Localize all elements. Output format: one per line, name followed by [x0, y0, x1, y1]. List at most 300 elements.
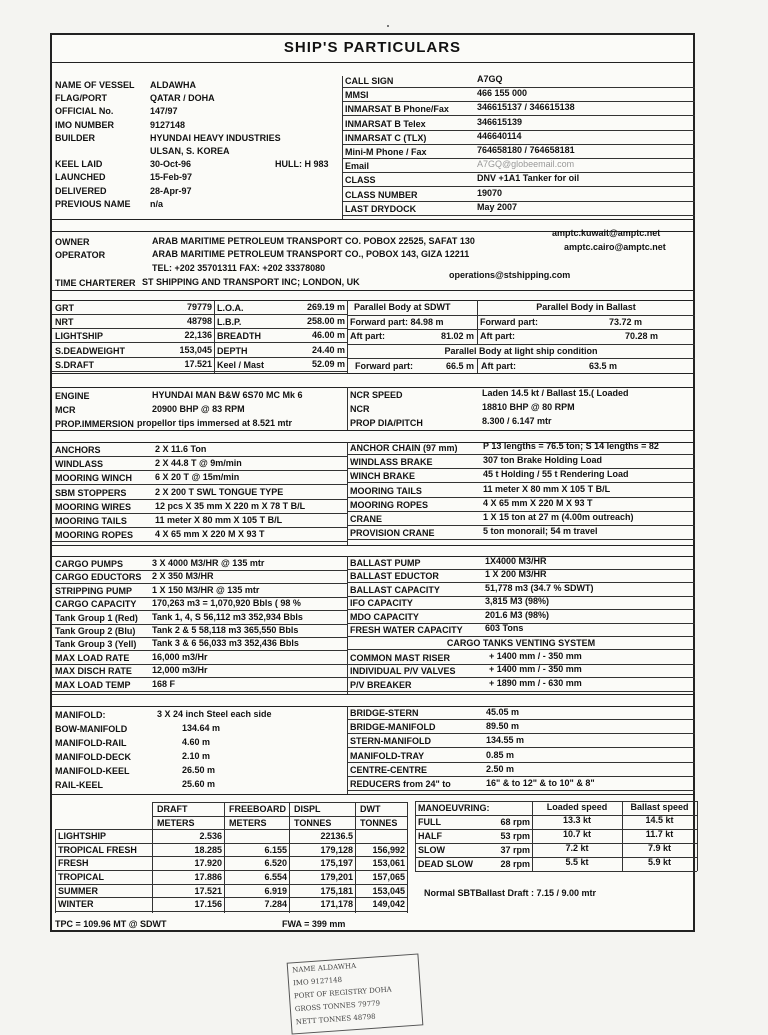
engine-value: HYUNDAI MAN B&W 6S70 MC Mk 6 — [152, 390, 303, 400]
cargo-label: Tank Group 1 (Red) — [55, 612, 138, 623]
pb-light-fwd-label: Forward part: — [355, 361, 414, 371]
divider — [52, 373, 693, 374]
tonnage-value: 48798 — [186, 316, 212, 327]
mooring-label: ANCHORS — [55, 445, 101, 455]
ballast-speed-header: Ballast speed — [630, 802, 689, 812]
dimension-label: L.O.A. — [217, 303, 244, 313]
charterer-label: TIME CHARTERER — [55, 278, 136, 288]
divider — [347, 300, 348, 373]
pb-ballast-title: Parallel Body in Ballast — [536, 302, 636, 312]
ncr-speed-value: Laden 14.5 kt / Ballast 15.( Loaded — [482, 388, 629, 398]
displacement-cell: 179,128 — [320, 844, 353, 855]
vessel-field-value: May 2007 — [477, 201, 518, 212]
divider — [342, 215, 695, 216]
divider — [52, 219, 693, 220]
vessel-field-label: OFFICIAL No. — [55, 106, 114, 117]
cargo-value: 3,815 M3 (98%) — [485, 596, 550, 607]
manoeuvre-label: SLOW — [418, 845, 445, 855]
draft-cell: 17.156 — [194, 899, 222, 910]
rpm-cell: 68 rpm — [500, 817, 530, 827]
vessel-field-label: PREVIOUS NAME — [55, 198, 131, 209]
prop-immersion-value: propellor tips immersed at 8.521 mtr — [137, 418, 293, 428]
cargo-value: 168 F — [152, 678, 176, 689]
divider — [347, 539, 695, 540]
draft-cell: 2.536 — [199, 831, 222, 842]
manifold-value: 2.10 m — [182, 751, 211, 761]
divider — [347, 691, 695, 692]
vessel-field-value: ULSAN, S. KOREA — [150, 146, 230, 156]
mooring-label: MOORING TAILS — [55, 516, 127, 526]
divider — [55, 911, 407, 912]
mooring-value: 1 X 15 ton at 27 m (4.00m outreach) — [483, 512, 634, 522]
vessel-field-value: 346615137 / 346615138 — [477, 102, 575, 113]
stamp-line: NETT TONNES 48798 — [295, 1012, 376, 1027]
prop-pitch-value: 8.300 / 6.147 mtr — [482, 416, 552, 426]
loaded-speed-cell: 13.3 kt — [562, 815, 592, 825]
cargo-label: CARGO EDUCTORS — [55, 572, 142, 583]
column-header: DRAFT — [157, 804, 188, 814]
cargo-value: 51,778 m3 (34.7 % SDWT) — [485, 582, 594, 593]
draft-cell: 17.886 — [194, 872, 222, 882]
vessel-field-value: A7GQ@globeemail.com — [477, 159, 575, 170]
cargo-value: 2 X 350 M3/HR — [152, 571, 214, 582]
pb-light-title: Parallel Body at light ship condition — [444, 346, 598, 356]
prop-immersion-label: PROP.IMMERSION — [55, 419, 134, 429]
vessel-field-label: IMO NUMBER — [55, 119, 114, 130]
divider — [347, 358, 695, 359]
dimension-value: 24.40 m — [311, 344, 345, 355]
divider — [347, 315, 695, 316]
pb-sdwt-title: Parallel Body at SDWT — [354, 302, 451, 312]
mooring-value: P 13 lengths = 76.5 ton; S 14 lengths = 82 — [483, 441, 659, 451]
vessel-field-value: 15-Feb-97 — [150, 172, 193, 183]
vessel-field-value: A7GQ — [477, 74, 503, 84]
column-header: METERS — [229, 817, 267, 828]
pb-ballast-fwd-label: Forward part: — [480, 317, 539, 327]
table-row-label: TROPICAL FRESH — [58, 844, 137, 855]
divider — [347, 719, 695, 720]
tonnage-label: GRT — [55, 303, 74, 313]
ballast-speed-cell: 14.5 kt — [645, 815, 674, 825]
divider — [347, 747, 695, 748]
divider — [52, 62, 693, 63]
vessel-field-label: Mini-M Phone / Fax — [345, 147, 427, 157]
manoeuvring-title: MANOEUVRING: — [418, 803, 490, 813]
mooring-value: 4 X 65 mm X 220 M X 93 T — [483, 497, 593, 508]
divider — [52, 470, 347, 471]
dimension-value: 269.19 m — [306, 302, 345, 312]
manifold-value: 3 X 24 inch Steel each side — [157, 709, 272, 719]
venting-label: INDIVIDUAL P/V VALVES — [350, 666, 456, 677]
cargo-label: MAX DISCH RATE — [55, 666, 132, 677]
mooring-value: 11 meter X 80 mm X 105 T B/L — [155, 515, 283, 525]
tonnage-value: 22,136 — [184, 330, 212, 341]
cargo-label: MAX LOAD TEMP — [55, 679, 131, 690]
tpc-note: TPC = 109.96 MT @ SDWT — [55, 919, 167, 929]
cargo-value: 1 X 200 M3/HR — [485, 569, 547, 580]
divider — [347, 329, 695, 330]
cargo-value: Tank 2 & 5 58,118 m3 365,550 Bbls — [152, 625, 299, 635]
divider — [52, 694, 693, 695]
divider — [55, 843, 407, 844]
venting-value: + 1890 mm / - 630 mm — [489, 677, 582, 688]
divider — [52, 513, 347, 514]
dimension-label: Keel / Mast — [217, 359, 265, 370]
draft-cell: 18.285 — [194, 844, 222, 855]
table-row-label: TROPICAL — [58, 872, 104, 882]
charterer-email: operations@stshipping.com — [449, 270, 571, 280]
pb-sdwt-aft: 81.02 m — [440, 331, 474, 341]
cargo-value: 3 X 4000 M3/HR @ 135 mtr — [152, 558, 265, 568]
cargo-value: 16,000 m3/Hr — [152, 651, 208, 662]
deadweight-cell: 149,042 — [372, 899, 405, 910]
loaded-speed-cell: 10.7 kt — [562, 829, 592, 839]
ballast-speed-cell: 7.9 kt — [647, 843, 671, 853]
divider — [52, 706, 693, 707]
manifold-label: CENTRE-CENTRE — [350, 764, 428, 775]
manifold-label: MANIFOLD-TRAY — [350, 750, 425, 761]
vessel-field-label: MMSI — [345, 90, 369, 101]
manifold-label: MANIFOLD: — [55, 710, 106, 720]
vessel-field-label: BUILDER — [55, 132, 95, 143]
venting-value: + 1400 mm / - 350 mm — [489, 651, 582, 661]
pb-light-aft: 63.5 m — [588, 361, 617, 371]
divider — [52, 794, 693, 795]
page-title: SHIP'S PARTICULARS — [283, 39, 462, 56]
manifold-label: MANIFOLD-RAIL — [55, 738, 127, 748]
engine-label: ENGINE — [55, 391, 90, 401]
tonnage-label: NRT — [55, 317, 74, 328]
ship-particulars-sheet — [50, 33, 695, 932]
manifold-value: 26.50 m — [182, 765, 216, 775]
prop-pitch-label: PROP DIA/PITCH — [350, 418, 423, 428]
vessel-field-value: 9127148 — [150, 119, 186, 130]
divider — [52, 484, 347, 485]
displacement-cell: 171,178 — [320, 899, 353, 910]
tonnage-label: S.DEADWEIGHT — [55, 345, 126, 356]
vessel-field-label: INMARSAT B Phone/Fax — [345, 104, 449, 115]
manifold-label: REDUCERS from 24" to — [350, 779, 451, 789]
vessel-field-value: 764658180 / 764658181 — [477, 145, 575, 155]
mooring-label: WINDLASS BRAKE — [350, 457, 433, 468]
pb-light-fwd: 66.5 m — [445, 361, 474, 371]
loaded-speed-header: Loaded speed — [546, 802, 608, 812]
divider — [52, 541, 347, 542]
fwa-note: FWA = 399 mm — [282, 919, 346, 929]
displacement-cell: 179,201 — [320, 872, 353, 882]
divider — [52, 314, 347, 315]
divider — [52, 290, 693, 291]
charterer-value: ST SHIPPING AND TRANSPORT INC; LONDON, UK — [142, 277, 360, 287]
divider — [52, 357, 347, 358]
divider — [347, 790, 695, 791]
divider — [347, 442, 348, 545]
cargo-label: BALLAST CAPACITY — [350, 584, 440, 595]
cargo-label: Tank Group 2 (Blu) — [55, 626, 136, 636]
divider — [52, 342, 347, 343]
mooring-label: WINDLASS — [55, 459, 103, 470]
manifold-value: 134.55 m — [486, 735, 525, 746]
deadweight-cell: 153,045 — [372, 885, 405, 896]
vessel-field-value: n/a — [150, 198, 164, 209]
column-header: DISPL — [294, 804, 321, 814]
mooring-label: SBM STOPPERS — [55, 487, 127, 498]
divider — [52, 456, 347, 457]
venting-label: COMMON MAST RISER — [350, 653, 450, 663]
divider — [52, 499, 347, 500]
operator-email: amptc.cairo@amptc.net — [564, 242, 666, 252]
draft-cell: 17.521 — [194, 885, 222, 896]
divider — [477, 358, 478, 373]
tonnage-label: LIGHTSHIP — [55, 331, 104, 342]
mooring-value: 307 ton Brake Holding Load — [483, 455, 603, 466]
mooring-label: MOORING ROPES — [350, 499, 429, 510]
cargo-label: STRIPPING PUMP — [55, 585, 133, 596]
rpm-cell: 28 rpm — [500, 859, 530, 869]
divider — [347, 706, 348, 794]
freeboard-cell: 6.520 — [264, 858, 287, 869]
manifold-value: 89.50 m — [486, 721, 520, 732]
pb-sdwt-forward: Forward part: 84.98 m — [350, 317, 444, 327]
mooring-value: 2 X 200 T SWL TONGUE TYPE — [155, 486, 284, 497]
owner-label: OWNER — [55, 237, 90, 247]
vessel-field-value: 147/97 — [150, 106, 178, 117]
tel-fax-line: TEL: +202 35701311 FAX: +202 33378080 — [152, 263, 326, 273]
vessel-field-value: 466 155 000 — [477, 88, 528, 99]
owner-email: amptc.kuwait@amptc.net — [552, 228, 661, 238]
ballast-speed-cell: 5.9 kt — [647, 857, 671, 867]
freeboard-cell: 7.284 — [264, 899, 287, 910]
manoeuvre-label: DEAD SLOW — [418, 859, 473, 869]
divider — [347, 776, 695, 777]
divider — [347, 649, 695, 650]
pb-ballast-aft: 70.28 m — [624, 331, 658, 341]
vessel-field-value: 446640114 — [477, 130, 522, 141]
cargo-value: 201.6 M3 (98%) — [485, 609, 550, 620]
divider — [697, 801, 698, 871]
mooring-label: ANCHOR CHAIN (97 mm) — [350, 443, 458, 453]
freeboard-cell: 6.554 — [264, 872, 287, 882]
pb-light-aft-label: Aft part: — [481, 361, 516, 371]
loaded-speed-cell: 7.2 kt — [565, 843, 589, 853]
divider — [55, 897, 407, 898]
cargo-label: CARGO PUMPS — [55, 559, 124, 569]
cargo-label: CARGO CAPACITY — [55, 599, 137, 610]
freeboard-cell: 6.155 — [264, 844, 287, 855]
vessel-field-label: CALL SIGN — [345, 76, 394, 86]
divider — [347, 762, 695, 763]
mooring-label: PROVISION CRANE — [350, 528, 435, 539]
divider — [52, 545, 693, 546]
cargo-value: 1 X 150 M3/HR @ 135 mtr — [152, 584, 260, 595]
vessel-field-label: CLASS NUMBER — [345, 189, 418, 200]
manoeuvre-label: HALF — [418, 831, 442, 841]
table-row-label: FRESH — [58, 858, 89, 869]
divider — [342, 76, 343, 219]
sbt-ballast-draft: Normal SBTBallast Draft : 7.15 / 9.00 mtr — [424, 888, 597, 898]
displacement-cell: 175,197 — [320, 858, 353, 869]
divider — [342, 201, 695, 202]
venting-title: CARGO TANKS VENTING SYSTEM — [446, 638, 596, 648]
displacement-cell: 22136.5 — [320, 831, 353, 842]
ncr-value: 18810 BHP @ 80 RPM — [482, 402, 575, 412]
owner-value: ARAB MARITIME PETROLEUM TRANSPORT CO. POBOX 22525, SAFAT 130 — [152, 236, 475, 246]
column-header: DWT — [360, 804, 381, 814]
vessel-field-value: QATAR / DOHA — [150, 93, 215, 104]
divider — [52, 556, 693, 557]
manifold-value: 25.60 m — [182, 779, 216, 789]
mooring-value: 45 t Holding / 55 t Rendering Load — [483, 469, 629, 480]
divider — [52, 371, 347, 372]
hull-number: HULL: H 983 — [275, 159, 329, 170]
divider — [214, 300, 215, 373]
operator-value: ARAB MARITIME PETROLEUM TRANSPORT CO., POBOX 143, GIZA 12211 — [152, 249, 470, 259]
divider — [347, 733, 695, 734]
manifold-value: 4.60 m — [182, 737, 211, 747]
column-header: TONNES — [360, 817, 398, 828]
cargo-value: Tank 3 & 6 56,033 m3 352,436 Bbls — [152, 638, 299, 649]
mooring-value: 2 X 44.8 T @ 9m/min — [155, 458, 242, 469]
vessel-field-value: HYUNDAI HEAVY INDUSTRIES — [150, 132, 281, 143]
divider — [52, 527, 347, 528]
mooring-value: 12 pcs X 35 mm X 220 m X 78 T B/L — [155, 500, 306, 511]
tonnage-value: 79779 — [186, 302, 212, 312]
freeboard-cell: 6.919 — [264, 885, 287, 896]
mooring-label: MOORING ROPES — [55, 530, 134, 541]
deadweight-cell: 156,992 — [372, 844, 405, 855]
cargo-value: 1X4000 M3/HR — [485, 556, 547, 566]
divider — [52, 691, 347, 692]
manifold-value: 45.05 m — [486, 707, 520, 717]
vessel-field-label: LAUNCHED — [55, 172, 106, 183]
manifold-value: 16" & to 12" & to 10" & 8" — [486, 778, 595, 788]
pb-ballast-fwd: 73.72 m — [608, 317, 642, 327]
divider — [55, 870, 407, 871]
divider — [52, 430, 693, 431]
divider — [347, 387, 348, 430]
divider — [407, 802, 408, 913]
table-row-label: LIGHTSHIP — [58, 831, 107, 842]
cargo-label: MDO CAPACITY — [350, 611, 419, 622]
cargo-value: 12,000 m3/Hr — [152, 665, 208, 676]
vessel-field-value: DNV +1A1 Tanker for oil — [477, 173, 580, 184]
mcr-label: MCR — [55, 405, 76, 415]
dimension-value: 46.00 m — [311, 330, 345, 341]
cargo-value: Tank 1, 4, S 56,112 m3 352,934 Bbls — [152, 611, 303, 622]
vessel-field-value: 28-Apr-97 — [150, 185, 192, 196]
dimension-label: L.B.P. — [217, 317, 242, 328]
manifold-value: 2.50 m — [486, 763, 515, 774]
venting-value: + 1400 mm / - 350 mm — [489, 664, 582, 675]
cargo-label: IFO CAPACITY — [350, 598, 413, 609]
manifold-label: STERN-MANIFOLD — [350, 736, 431, 747]
stamp-line: NAME ALDAWHA — [291, 961, 357, 975]
pb-ballast-aft-label: Aft part: — [480, 331, 515, 341]
mooring-value: 2 X 11.6 Ton — [155, 444, 207, 454]
table-row-label: WINTER — [58, 899, 94, 910]
vessel-field-label: DELIVERED — [55, 185, 107, 196]
mooring-label: WINCH BRAKE — [350, 471, 415, 482]
divider — [55, 884, 407, 885]
venting-label: P/V BREAKER — [350, 679, 412, 690]
cargo-label: BALLAST PUMP — [350, 558, 421, 568]
vessel-field-label: CLASS — [345, 175, 376, 186]
tonnage-value: 17.521 — [184, 358, 212, 369]
column-header: METERS — [157, 817, 195, 828]
cargo-label: MAX LOAD RATE — [55, 652, 130, 663]
vessel-field-value: 346615139 — [477, 116, 523, 127]
manifold-label: BRIDGE-STERN — [350, 708, 419, 718]
cargo-value: 603 Tons — [485, 623, 524, 633]
mooring-value: 5 ton monorail; 54 m travel — [483, 526, 598, 537]
divider — [55, 856, 407, 857]
divider — [52, 300, 693, 301]
manifold-label: MANIFOLD-KEEL — [55, 766, 130, 776]
divider — [347, 556, 348, 694]
dimension-label: DEPTH — [217, 345, 248, 356]
mooring-label: MOORING WINCH — [55, 473, 132, 484]
ballast-speed-cell: 11.7 kt — [645, 829, 674, 839]
vessel-field-label: INMARSAT B Telex — [345, 118, 426, 129]
mooring-value: 11 meter X 80 mm X 105 T B/L — [483, 483, 611, 494]
cargo-label: FRESH WATER CAPACITY — [350, 625, 463, 635]
deadweight-cell: 153,061 — [372, 858, 405, 869]
manifold-value: 0.85 m — [486, 749, 515, 760]
vessel-field-label: NAME OF VESSEL — [55, 80, 135, 90]
divider — [415, 871, 697, 872]
mooring-label: MOORING TAILS — [350, 485, 422, 496]
divider — [347, 636, 695, 637]
column-header: FREEBOARD — [229, 804, 287, 814]
registry-stamp — [287, 953, 424, 1034]
tonnage-label: S.DRAFT — [55, 359, 94, 370]
cargo-value: 170,263 m3 = 1,070,920 Bbls ( 98 % — [152, 598, 301, 609]
manoeuvre-label: FULL — [418, 817, 441, 827]
column-header: TONNES — [294, 817, 332, 828]
pb-sdwt-aft-label: Aft part: — [350, 331, 385, 341]
manifold-label: RAIL-KEEL — [55, 780, 103, 790]
vessel-field-label: INMARSAT C (TLX) — [345, 132, 427, 143]
displacement-cell: 175,181 — [320, 885, 353, 896]
cargo-label: Tank Group 3 (Yell) — [55, 639, 137, 650]
vessel-field-label: KEEL LAID — [55, 159, 103, 170]
divider — [152, 816, 407, 817]
mooring-label: CRANE — [350, 514, 383, 524]
ncr-label: NCR — [350, 404, 370, 414]
mcr-value: 20900 BHP @ 83 RPM — [152, 404, 245, 414]
vessel-field-label: Email — [345, 161, 370, 172]
mooring-value: 6 X 20 T @ 15m/min — [155, 472, 240, 483]
manifold-value: 134.64 m — [182, 723, 221, 733]
manifold-label: BOW-MANIFOLD — [55, 724, 128, 734]
vessel-field-value: 19070 — [477, 187, 503, 198]
mooring-label: MOORING WIRES — [55, 501, 131, 512]
divider — [342, 186, 695, 187]
vessel-field-value: ALDAWHA — [150, 80, 196, 90]
stamp-line: PORT OF REGISTRY DOHA — [293, 985, 392, 1001]
scan-speck — [387, 25, 389, 27]
rpm-cell: 53 rpm — [500, 831, 530, 841]
manifold-label: MANIFOLD-DECK — [55, 752, 131, 762]
vessel-field-label: FLAG/PORT — [55, 93, 107, 104]
mooring-value: 4 X 65 mm X 220 M X 93 T — [155, 529, 265, 540]
divider — [152, 802, 407, 803]
operator-label: OPERATOR — [55, 250, 106, 260]
vessel-field-value: 30-Oct-96 — [150, 159, 192, 170]
rpm-cell: 37 rpm — [500, 845, 530, 855]
dimension-value: 52.09 m — [311, 358, 345, 369]
table-row-label: SUMMER — [58, 885, 98, 896]
